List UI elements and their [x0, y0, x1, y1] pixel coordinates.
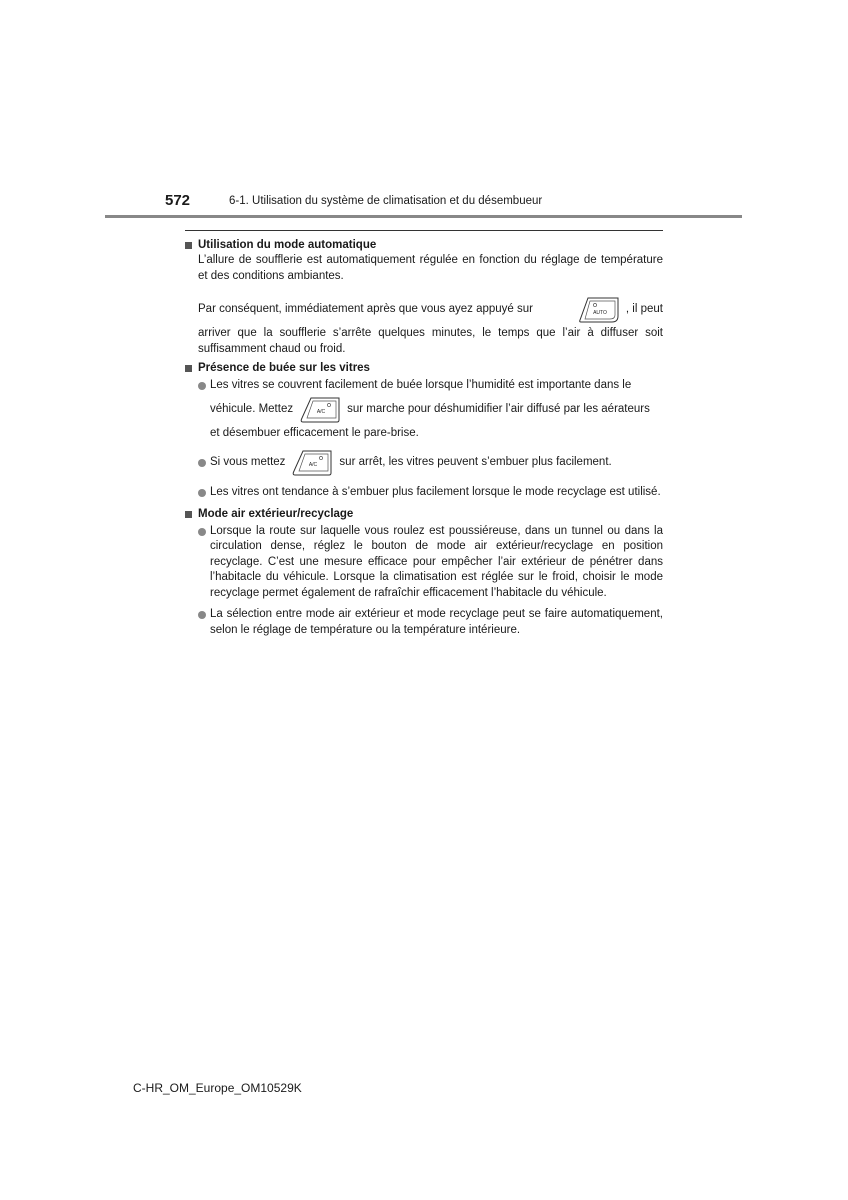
list-item-text: et désembuer efficacement le pare-brise. — [210, 426, 419, 439]
paragraph: arriver que la soufflerie s’arrête quelques minutes, le temps que l’air à diffuser soit suffisamment chaud ou froid. — [198, 327, 663, 355]
header-rule — [105, 215, 742, 218]
circle-bullet-icon — [198, 382, 206, 390]
circle-bullet-icon — [198, 459, 206, 467]
paragraph-inline-icon — [198, 294, 663, 326]
svg-text:A/C: A/C — [309, 462, 318, 468]
ac-button-icon — [299, 396, 341, 424]
list-item-text: Si vous mettez — [210, 456, 286, 469]
section-title: 6-1. Utilisation du système de climatisation et du désembueur — [229, 195, 543, 207]
list-item-text: sur marche pour déshumidifier l’air diffusé par les aérateurs — [347, 402, 650, 415]
list-item-text: Les vitres ont tendance à s’embuer plus facilement lorsque le mode recyclage est utilisé. — [210, 486, 661, 498]
heading-text: Mode air extérieur/recyclage — [198, 507, 354, 520]
list-item-text: véhicule. Mettez — [210, 402, 294, 415]
page-header — [0, 188, 848, 220]
list-item-text: sur arrêt, les vitres peuvent s’embuer plus facilement. — [339, 456, 612, 469]
list-item — [185, 485, 663, 501]
content-top-rule — [185, 230, 663, 231]
list-item — [185, 607, 663, 638]
list-item — [185, 447, 663, 479]
paragraph-text: , il peut — [625, 303, 663, 316]
list-item-text: Les vitres se couvrent facilement de buée lorsque l’humidité est importante dans le — [210, 379, 632, 391]
icon-group — [572, 296, 663, 324]
circle-bullet-icon — [198, 528, 206, 536]
list-item-text: La sélection entre mode air extérieur et mode recyclage peut se faire automatiquement, selon le réglage de température ou la température intérieure. — [210, 608, 663, 636]
auto-button-icon — [578, 296, 620, 324]
circle-bullet-icon — [198, 611, 206, 619]
square-bullet-icon — [185, 365, 192, 372]
heading-text: Présence de buée sur les vitres — [198, 362, 370, 374]
circle-bullet-icon — [198, 489, 206, 497]
list-item-inline-icon — [210, 447, 663, 479]
section-recirculation — [185, 507, 663, 639]
heading-text: Utilisation du mode automatique — [198, 239, 377, 251]
list-item — [185, 524, 663, 602]
ac-button-icon — [291, 449, 333, 477]
section-auto-mode — [185, 238, 663, 357]
svg-text:AUTO: AUTO — [593, 310, 607, 316]
list-item-inline-icon — [210, 394, 663, 426]
document-code: C-HR_OM_Europe_OM10529K — [133, 1081, 302, 1095]
square-bullet-icon — [185, 242, 192, 249]
list-item-text: Lorsque la route sur laquelle vous roulez est poussiéreuse, dans un tunnel ou dans la circulation dense, réglez le bouton de mode air extérieur/recyclage en position recyclage. C’est une mesure efficace pour empêcher l’air extérieur de pénétrer dans l’habitacle du véhicule. Lorsque la climatisation est réglée sur le froid, choisir le mode recyclage permet également de rafraîchir efficacement l’habitacle du véhicule. — [210, 524, 663, 599]
page-number: 572 — [165, 192, 191, 209]
section-heading — [185, 507, 663, 522]
section-heading — [185, 361, 663, 376]
page-content — [185, 230, 663, 644]
paragraph: L’allure de soufflerie est automatiquement régulée en fonction du réglage de température et des conditions ambiantes. — [198, 254, 663, 282]
svg-text:A/C: A/C — [316, 408, 326, 415]
section-fog — [185, 361, 663, 501]
paragraph-text: Par conséquent, immédiatement après que vous ayez appuyé sur — [198, 303, 533, 316]
section-heading — [185, 238, 663, 253]
square-bullet-icon — [185, 511, 192, 518]
list-item — [185, 378, 663, 441]
